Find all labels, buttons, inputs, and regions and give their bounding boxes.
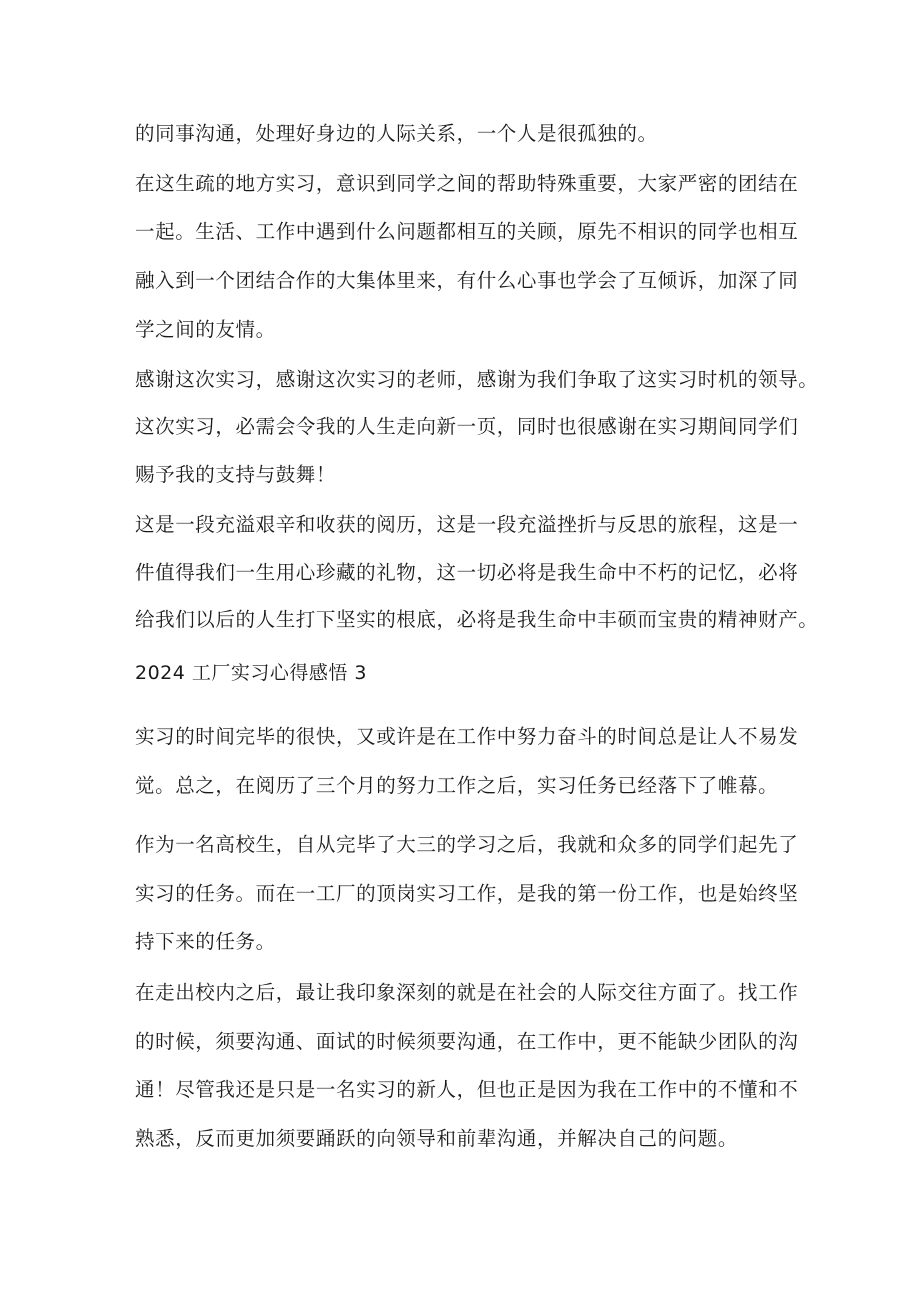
text-line: 熟悉，反而更加须要踊跃的向领导和前辈沟通，并解决自己的问题。: [135, 1127, 739, 1150]
text-line: 的时候，须要沟通、面试的时候须要沟通，在工作中，更不能缺少团队的沟: [135, 1030, 799, 1053]
text-line: 在这生疏的地方实习，意识到同学之间的帮助特殊重要，大家严密的团结在: [135, 172, 799, 195]
text-line: 件值得我们一生用心珍藏的礼物，这一切必将是我生命中不朽的记忆，必将: [135, 561, 799, 584]
text-line: 实习的任务。而在一工厂的顶岗实习工作，是我的第一份工作，也是始终坚: [135, 882, 799, 905]
text-line: 一起。生活、工作中遇到什么问题都相互的关顾，原先不相识的同学也相互: [135, 220, 799, 243]
text-line: 觉。总之，在阅历了三个月的努力工作之后，实习任务已经落下了帷幕。: [135, 774, 779, 797]
text-line: 通！尽管我还是只是一名实习的新人，但也正是因为我在工作中的不懂和不: [135, 1078, 799, 1101]
text-line: 作为一名高校生，自从完毕了大三的学习之后，我就和众多的同学们起先了: [135, 833, 799, 856]
text-line: 赐予我的支持与鼓舞！: [135, 463, 337, 486]
text-line: 这是一段充溢艰辛和收获的阅历，这是一段充溢挫折与反思的旅程，这是一: [135, 513, 799, 536]
text-line: 感谢这次实习，感谢这次实习的老师，感谢为我们争取了这实习时机的领导。: [135, 368, 819, 391]
text-line: 融入到一个团结合作的大集体里来，有什么心事也学会了互倾诉，加深了同: [135, 269, 799, 292]
text-line: 给我们以后的人生打下坚实的根底，必将是我生命中丰硕而宝贵的精神财产。: [135, 608, 819, 631]
text-line: 在走出校内之后，最让我印象深刻的就是在社会的人际交往方面了。找工作: [135, 981, 799, 1004]
text-line: 实习的时间完毕的很快，又或许是在工作中努力奋斗的时间总是让人不易发: [135, 725, 799, 748]
text-line: 这次实习，必需会令我的人生走向新一页，同时也很感谢在实习期间同学们: [135, 415, 799, 438]
text-line: 学之间的友情。: [135, 318, 276, 341]
text-line: 持下来的任务。: [135, 930, 276, 953]
section-heading: 2024 工厂实习心得感悟 3: [135, 662, 368, 684]
text-line: 的同事沟通，处理好身边的人际关系，一个人是很孤独的。: [135, 122, 658, 145]
